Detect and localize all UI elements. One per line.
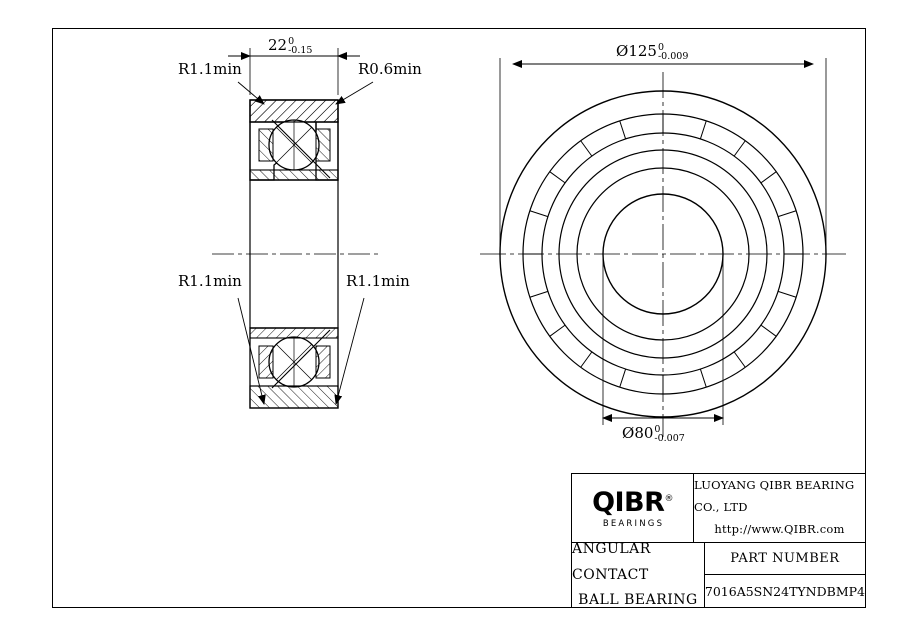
registered-mark: ® bbox=[664, 494, 673, 504]
logo-tagline: BEARINGS bbox=[602, 519, 665, 529]
dimension-width-tol-upper: 0 bbox=[288, 35, 295, 47]
bore-value: 80 bbox=[634, 424, 654, 442]
company-logo bbox=[572, 474, 694, 542]
dimension-bore-diameter bbox=[622, 424, 685, 444]
dimension-outer-diameter bbox=[616, 42, 688, 62]
front-view bbox=[480, 58, 846, 437]
od-symbol: Ø bbox=[616, 42, 629, 60]
title-block-body bbox=[572, 540, 865, 609]
part-number-value: 7016A5SN24TYNDBMP4 bbox=[704, 584, 865, 599]
label-r1-bottom-right: R1.1min bbox=[346, 272, 410, 290]
company-info bbox=[694, 474, 865, 542]
od-value: 125 bbox=[628, 42, 657, 60]
company-name: LUOYANG QIBR BEARING CO., LTD bbox=[694, 478, 855, 515]
company-website[interactable]: http://www.QIBR.com bbox=[714, 521, 845, 536]
title-block bbox=[571, 473, 866, 608]
dimension-width-value: 22 bbox=[268, 36, 288, 54]
label-r06-top-right: R0.6min bbox=[358, 60, 422, 78]
section-view bbox=[212, 70, 380, 438]
dimension-width bbox=[268, 36, 312, 56]
label-r1-top-left: R1.1min bbox=[178, 60, 242, 78]
product-description-line2: BALL BEARING bbox=[578, 592, 698, 609]
bore-tol-upper: 0 bbox=[654, 423, 661, 435]
bore-symbol: Ø bbox=[622, 424, 635, 442]
logo-brand-text bbox=[592, 489, 673, 516]
dimension-width-tol-lower: -0.15 bbox=[288, 45, 313, 56]
part-number-cell bbox=[705, 543, 865, 608]
product-description bbox=[572, 540, 705, 609]
bore-tol-lower: -0.007 bbox=[654, 433, 685, 444]
label-r1-bottom-left: R1.1min bbox=[178, 272, 242, 290]
od-tol-upper: 0 bbox=[657, 41, 664, 53]
part-number-label: PART NUMBER bbox=[705, 543, 865, 575]
od-tol-lower: -0.009 bbox=[657, 51, 689, 62]
product-description-line1: ANGULAR CONTACT bbox=[572, 540, 651, 583]
logo-brand: QIBR bbox=[592, 487, 665, 518]
title-block-header bbox=[572, 474, 865, 543]
